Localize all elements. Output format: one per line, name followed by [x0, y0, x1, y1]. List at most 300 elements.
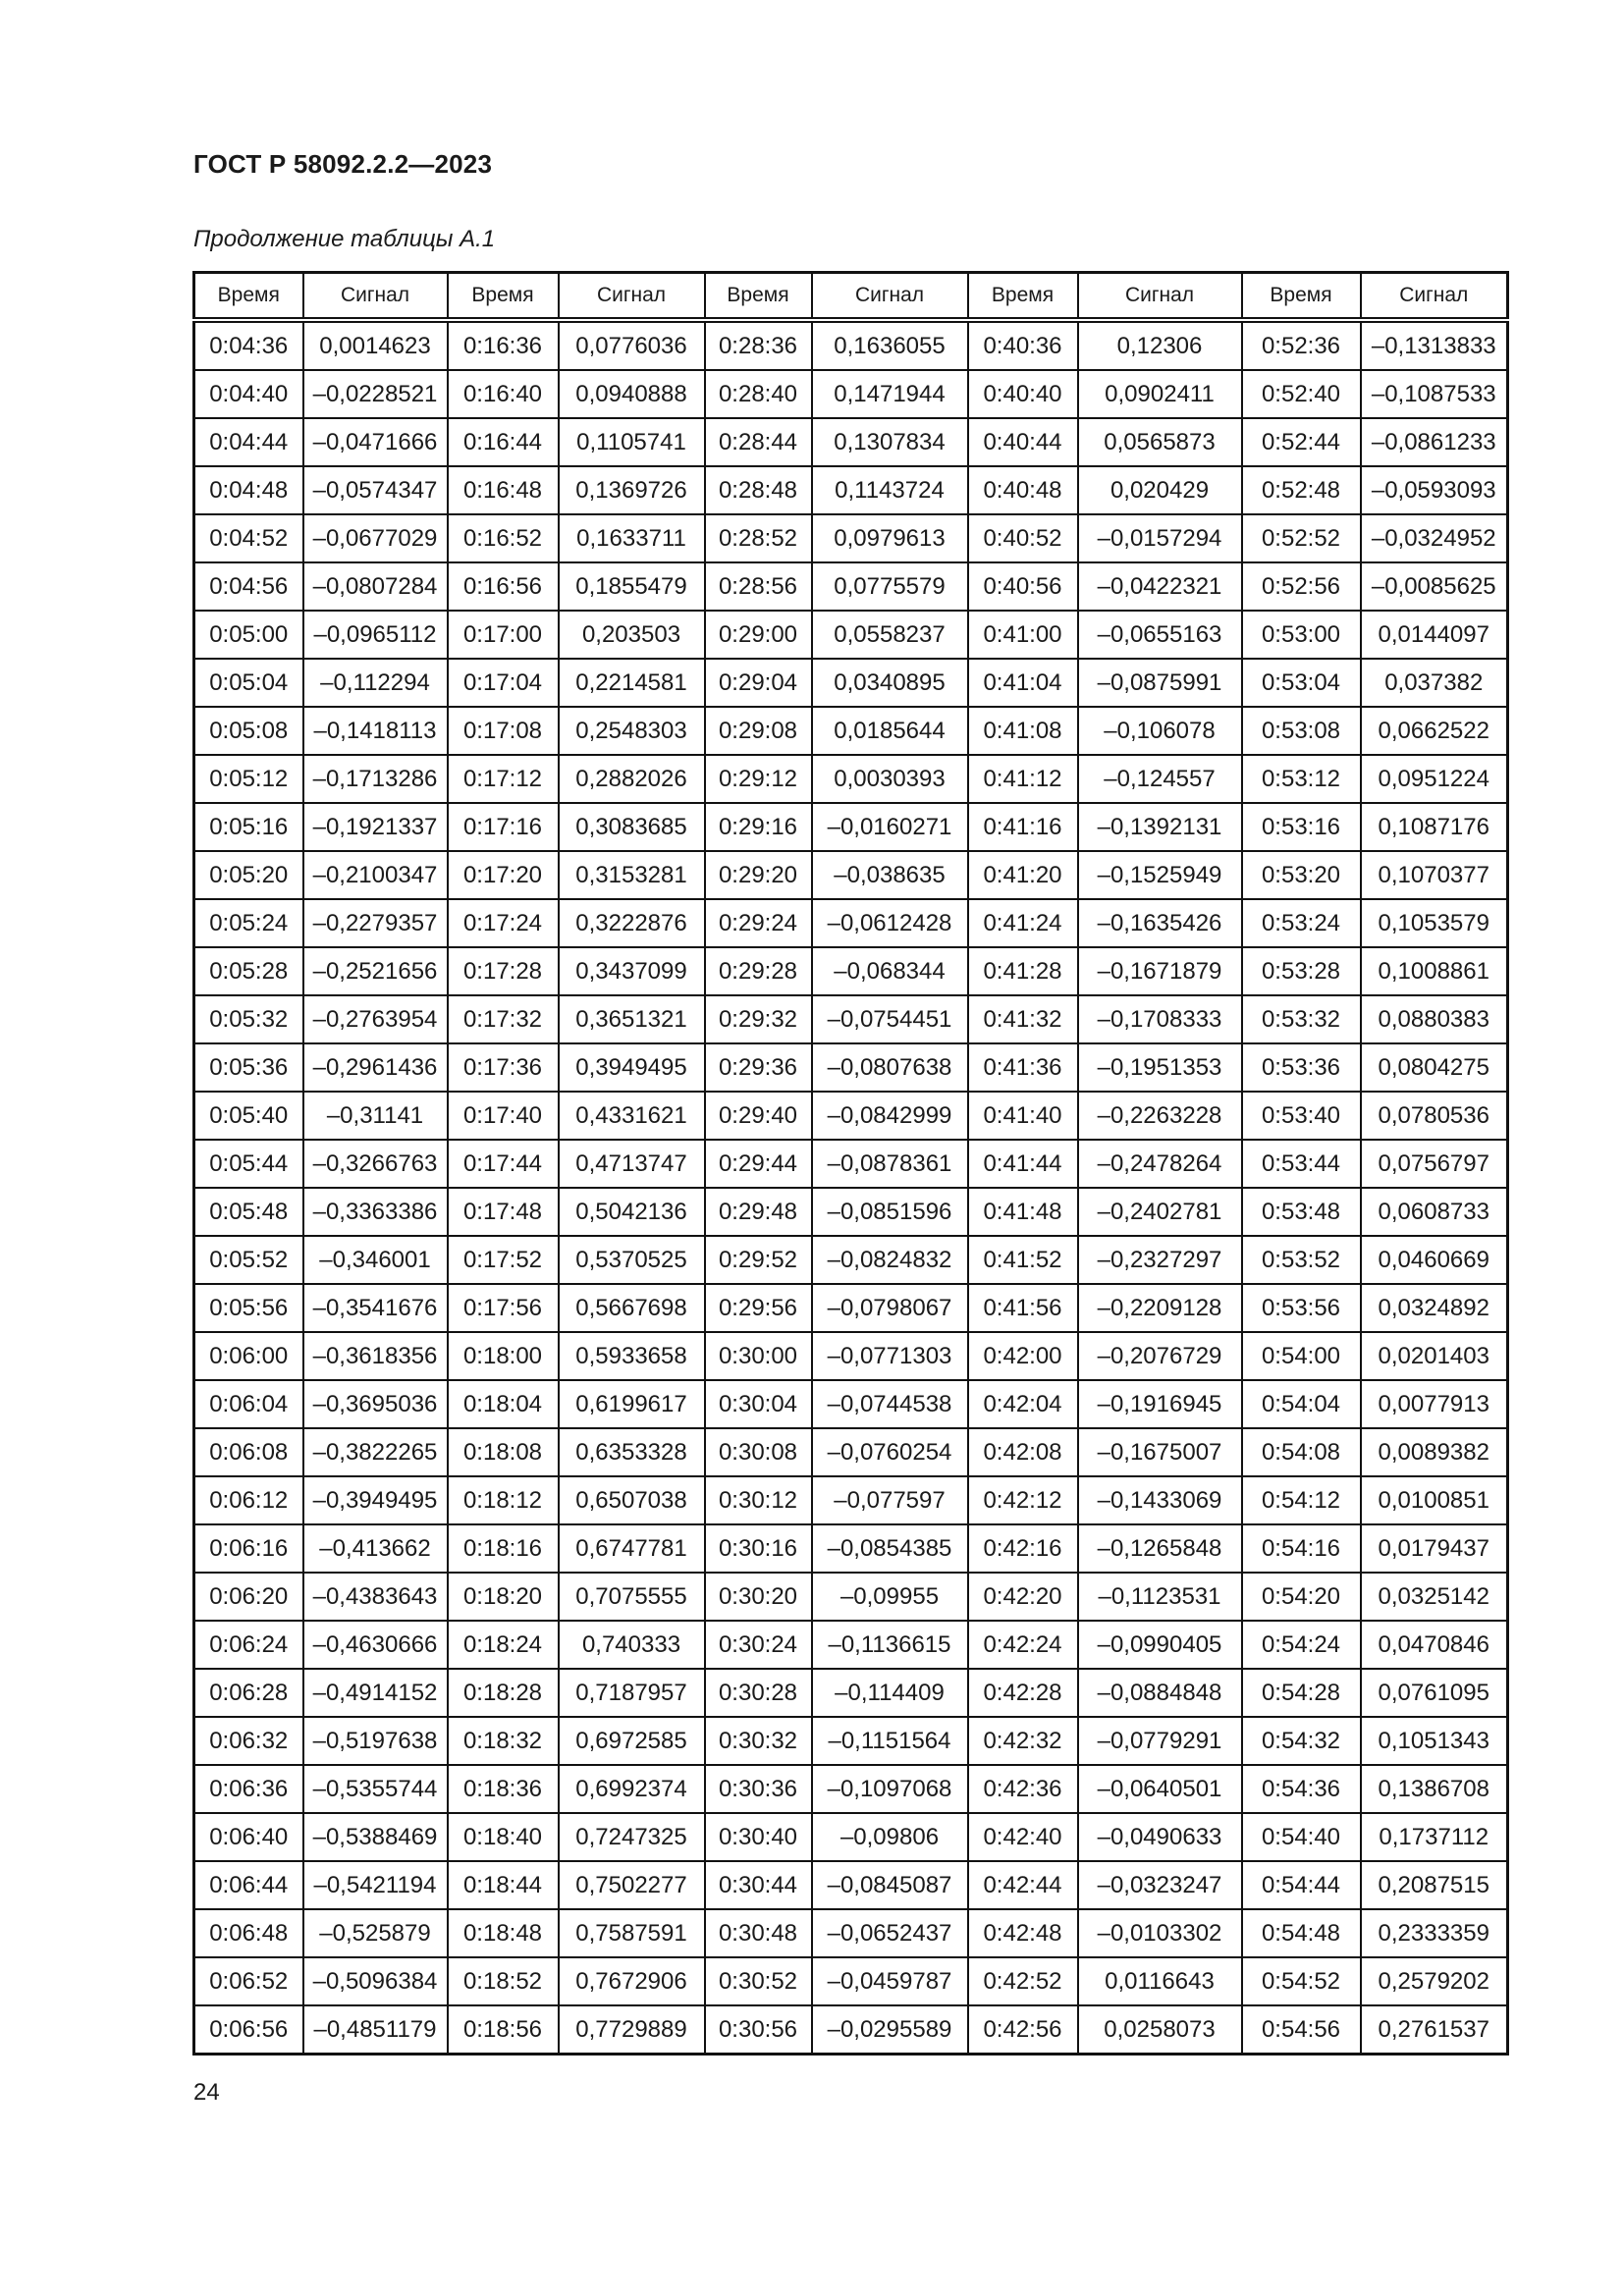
- signal-cell: –0,0228521: [303, 370, 448, 418]
- signal-cell: 0,2761537: [1361, 2005, 1508, 2055]
- time-cell: 0:52:40: [1242, 370, 1361, 418]
- signal-cell: –0,0593093: [1361, 466, 1508, 514]
- column-header-signal: Сигнал: [559, 273, 705, 321]
- time-cell: 0:42:48: [968, 1909, 1078, 1957]
- signal-cell: 0,5370525: [559, 1236, 705, 1284]
- time-cell: 0:17:56: [448, 1284, 559, 1332]
- time-cell: 0:41:48: [968, 1188, 1078, 1236]
- table-row: [194, 1236, 1508, 1284]
- signal-cell: 0,3153281: [559, 851, 705, 899]
- time-cell: 0:17:24: [448, 899, 559, 947]
- time-cell: 0:16:44: [448, 418, 559, 466]
- time-cell: 0:30:52: [705, 1957, 812, 2005]
- signal-cell: –0,2763954: [303, 995, 448, 1043]
- time-cell: 0:06:00: [194, 1332, 303, 1380]
- table-row: [194, 1428, 1508, 1476]
- signal-cell: –0,1433069: [1078, 1476, 1242, 1524]
- time-cell: 0:41:08: [968, 707, 1078, 755]
- signal-cell: –0,3266763: [303, 1140, 448, 1188]
- time-cell: 0:53:28: [1242, 947, 1361, 995]
- time-cell: 0:05:40: [194, 1092, 303, 1140]
- signal-cell: –0,038635: [812, 851, 968, 899]
- signal-cell: –0,106078: [1078, 707, 1242, 755]
- time-cell: 0:29:48: [705, 1188, 812, 1236]
- signal-cell: 0,0761095: [1361, 1669, 1508, 1717]
- time-cell: 0:53:04: [1242, 659, 1361, 707]
- signal-cell: 0,740333: [559, 1621, 705, 1669]
- time-cell: 0:41:12: [968, 755, 1078, 803]
- signal-cell: –0,1265848: [1078, 1524, 1242, 1573]
- time-cell: 0:54:04: [1242, 1380, 1361, 1428]
- signal-cell: –0,0157294: [1078, 514, 1242, 562]
- signal-cell: –0,4851179: [303, 2005, 448, 2055]
- signal-cell: –0,0884848: [1078, 1669, 1242, 1717]
- signal-cell: 0,5933658: [559, 1332, 705, 1380]
- time-cell: 0:40:36: [968, 320, 1078, 370]
- time-cell: 0:30:04: [705, 1380, 812, 1428]
- signal-cell: –0,3363386: [303, 1188, 448, 1236]
- time-cell: 0:16:56: [448, 562, 559, 611]
- column-header-signal: Сигнал: [812, 273, 968, 321]
- time-cell: 0:30:32: [705, 1717, 812, 1765]
- table-row: [194, 947, 1508, 995]
- signal-cell: –0,5421194: [303, 1861, 448, 1909]
- signal-cell: –0,346001: [303, 1236, 448, 1284]
- signal-cell: –0,0861233: [1361, 418, 1508, 466]
- table-row: [194, 1957, 1508, 2005]
- signal-cell: –0,0798067: [812, 1284, 968, 1332]
- signal-cell: 0,2087515: [1361, 1861, 1508, 1909]
- table-row: [194, 370, 1508, 418]
- time-cell: 0:42:28: [968, 1669, 1078, 1717]
- signal-cell: 0,0030393: [812, 755, 968, 803]
- time-cell: 0:17:52: [448, 1236, 559, 1284]
- signal-cell: 0,1051343: [1361, 1717, 1508, 1765]
- signal-cell: –0,0677029: [303, 514, 448, 562]
- signal-cell: 0,7075555: [559, 1573, 705, 1621]
- signal-cell: –0,2478264: [1078, 1140, 1242, 1188]
- time-cell: 0:53:32: [1242, 995, 1361, 1043]
- time-cell: 0:42:44: [968, 1861, 1078, 1909]
- signal-cell: –0,0323247: [1078, 1861, 1242, 1909]
- signal-cell: 0,0014623: [303, 320, 448, 370]
- table-row: [194, 1188, 1508, 1236]
- signal-cell: 0,6507038: [559, 1476, 705, 1524]
- time-cell: 0:05:24: [194, 899, 303, 947]
- time-cell: 0:30:44: [705, 1861, 812, 1909]
- time-cell: 0:06:12: [194, 1476, 303, 1524]
- signal-cell: 0,6199617: [559, 1380, 705, 1428]
- signal-cell: –0,2279357: [303, 899, 448, 947]
- table-row: [194, 851, 1508, 899]
- time-cell: 0:54:28: [1242, 1669, 1361, 1717]
- signal-cell: 0,1105741: [559, 418, 705, 466]
- signal-cell: –0,1635426: [1078, 899, 1242, 947]
- signal-cell: –0,09806: [812, 1813, 968, 1861]
- time-cell: 0:40:52: [968, 514, 1078, 562]
- time-cell: 0:29:16: [705, 803, 812, 851]
- time-cell: 0:53:52: [1242, 1236, 1361, 1284]
- signal-cell: 0,037382: [1361, 659, 1508, 707]
- time-cell: 0:18:48: [448, 1909, 559, 1957]
- time-cell: 0:17:12: [448, 755, 559, 803]
- time-cell: 0:16:52: [448, 514, 559, 562]
- time-cell: 0:53:56: [1242, 1284, 1361, 1332]
- signal-cell: –0,077597: [812, 1476, 968, 1524]
- time-cell: 0:54:08: [1242, 1428, 1361, 1476]
- signal-cell: –0,114409: [812, 1669, 968, 1717]
- time-cell: 0:18:20: [448, 1573, 559, 1621]
- signal-cell: 0,0340895: [812, 659, 968, 707]
- signal-cell: –0,4383643: [303, 1573, 448, 1621]
- time-cell: 0:05:44: [194, 1140, 303, 1188]
- signal-cell: 0,0940888: [559, 370, 705, 418]
- time-cell: 0:18:08: [448, 1428, 559, 1476]
- signal-cell: –0,0085625: [1361, 562, 1508, 611]
- time-cell: 0:05:12: [194, 755, 303, 803]
- table-row: [194, 611, 1508, 659]
- signal-cell: 0,0185644: [812, 707, 968, 755]
- column-header-time: Время: [448, 273, 559, 321]
- time-cell: 0:52:48: [1242, 466, 1361, 514]
- time-cell: 0:54:32: [1242, 1717, 1361, 1765]
- time-cell: 0:40:44: [968, 418, 1078, 466]
- signal-cell: 0,2548303: [559, 707, 705, 755]
- time-cell: 0:30:40: [705, 1813, 812, 1861]
- signal-cell: –0,1123531: [1078, 1573, 1242, 1621]
- time-cell: 0:28:36: [705, 320, 812, 370]
- table-row: [194, 1765, 1508, 1813]
- time-cell: 0:16:36: [448, 320, 559, 370]
- time-cell: 0:42:08: [968, 1428, 1078, 1476]
- time-cell: 0:53:00: [1242, 611, 1361, 659]
- signal-cell: –0,0824832: [812, 1236, 968, 1284]
- time-cell: 0:54:16: [1242, 1524, 1361, 1573]
- time-cell: 0:52:56: [1242, 562, 1361, 611]
- signal-cell: –0,1921337: [303, 803, 448, 851]
- time-cell: 0:04:48: [194, 466, 303, 514]
- table-row: [194, 1380, 1508, 1428]
- signal-cell: –0,2100347: [303, 851, 448, 899]
- signal-cell: –0,2209128: [1078, 1284, 1242, 1332]
- time-cell: 0:29:40: [705, 1092, 812, 1140]
- signal-cell: 0,0324892: [1361, 1284, 1508, 1332]
- table-header-row: [194, 273, 1508, 321]
- time-cell: 0:18:12: [448, 1476, 559, 1524]
- signal-cell: 0,5667698: [559, 1284, 705, 1332]
- time-cell: 0:18:24: [448, 1621, 559, 1669]
- time-cell: 0:05:16: [194, 803, 303, 851]
- signal-cell: 0,3222876: [559, 899, 705, 947]
- time-cell: 0:05:04: [194, 659, 303, 707]
- time-cell: 0:28:52: [705, 514, 812, 562]
- time-cell: 0:05:28: [194, 947, 303, 995]
- time-cell: 0:29:36: [705, 1043, 812, 1092]
- time-cell: 0:29:52: [705, 1236, 812, 1284]
- time-cell: 0:54:44: [1242, 1861, 1361, 1909]
- signal-cell: –0,31141: [303, 1092, 448, 1140]
- signal-cell: 0,1053579: [1361, 899, 1508, 947]
- time-cell: 0:54:12: [1242, 1476, 1361, 1524]
- column-header-time: Время: [1242, 273, 1361, 321]
- signal-cell: 0,0077913: [1361, 1380, 1508, 1428]
- table-caption: Продолжение таблицы А.1: [193, 226, 496, 252]
- signal-cell: –0,3822265: [303, 1428, 448, 1476]
- signal-cell: –0,5197638: [303, 1717, 448, 1765]
- time-cell: 0:04:44: [194, 418, 303, 466]
- time-cell: 0:18:52: [448, 1957, 559, 2005]
- table-row: [194, 1669, 1508, 1717]
- signal-cell: –0,3541676: [303, 1284, 448, 1332]
- signal-cell: –0,112294: [303, 659, 448, 707]
- time-cell: 0:53:16: [1242, 803, 1361, 851]
- signal-cell: –0,2327297: [1078, 1236, 1242, 1284]
- time-cell: 0:54:00: [1242, 1332, 1361, 1380]
- signal-cell: 0,3949495: [559, 1043, 705, 1092]
- time-cell: 0:29:28: [705, 947, 812, 995]
- time-cell: 0:54:20: [1242, 1573, 1361, 1621]
- signal-cell: –0,3949495: [303, 1476, 448, 1524]
- table-row: [194, 1909, 1508, 1957]
- signal-cell: –0,1951353: [1078, 1043, 1242, 1092]
- time-cell: 0:28:48: [705, 466, 812, 514]
- signal-cell: –0,1151564: [812, 1717, 968, 1765]
- time-cell: 0:06:28: [194, 1669, 303, 1717]
- time-cell: 0:42:52: [968, 1957, 1078, 2005]
- signal-cell: 0,1471944: [812, 370, 968, 418]
- signal-cell: 0,1855479: [559, 562, 705, 611]
- time-cell: 0:41:44: [968, 1140, 1078, 1188]
- time-cell: 0:42:04: [968, 1380, 1078, 1428]
- signal-cell: 0,12306: [1078, 320, 1242, 370]
- time-cell: 0:18:40: [448, 1813, 559, 1861]
- signal-cell: –0,0490633: [1078, 1813, 1242, 1861]
- signal-cell: –0,0574347: [303, 466, 448, 514]
- signal-cell: 0,0089382: [1361, 1428, 1508, 1476]
- time-cell: 0:54:24: [1242, 1621, 1361, 1669]
- time-cell: 0:53:24: [1242, 899, 1361, 947]
- time-cell: 0:06:40: [194, 1813, 303, 1861]
- signal-cell: –0,09955: [812, 1573, 968, 1621]
- table-row: [194, 1043, 1508, 1092]
- signal-cell: 0,1636055: [812, 320, 968, 370]
- signal-cell: –0,2263228: [1078, 1092, 1242, 1140]
- time-cell: 0:06:20: [194, 1573, 303, 1621]
- signal-cell: –0,0640501: [1078, 1765, 1242, 1813]
- signal-cell: –0,413662: [303, 1524, 448, 1573]
- signal-cell: 0,3651321: [559, 995, 705, 1043]
- column-header-time: Время: [194, 273, 303, 321]
- signal-cell: 0,6972585: [559, 1717, 705, 1765]
- signal-cell: –0,5388469: [303, 1813, 448, 1861]
- time-cell: 0:06:36: [194, 1765, 303, 1813]
- time-cell: 0:28:56: [705, 562, 812, 611]
- signal-cell: –0,0845087: [812, 1861, 968, 1909]
- signal-cell: –0,2961436: [303, 1043, 448, 1092]
- time-cell: 0:05:48: [194, 1188, 303, 1236]
- signal-cell: 0,5042136: [559, 1188, 705, 1236]
- time-cell: 0:17:08: [448, 707, 559, 755]
- time-cell: 0:17:32: [448, 995, 559, 1043]
- table-row: [194, 899, 1508, 947]
- time-cell: 0:30:36: [705, 1765, 812, 1813]
- signal-cell: –0,1136615: [812, 1621, 968, 1669]
- time-cell: 0:29:32: [705, 995, 812, 1043]
- signal-cell: –0,0422321: [1078, 562, 1242, 611]
- table-row: [194, 418, 1508, 466]
- table-row: [194, 1092, 1508, 1140]
- signal-cell: 0,1008861: [1361, 947, 1508, 995]
- signal-cell: –0,4914152: [303, 1669, 448, 1717]
- time-cell: 0:29:08: [705, 707, 812, 755]
- signal-cell: –0,2402781: [1078, 1188, 1242, 1236]
- time-cell: 0:41:56: [968, 1284, 1078, 1332]
- signal-cell: 0,0116643: [1078, 1957, 1242, 2005]
- table-row: [194, 2005, 1508, 2055]
- time-cell: 0:06:16: [194, 1524, 303, 1573]
- table-row: [194, 1332, 1508, 1380]
- table-row: [194, 803, 1508, 851]
- signal-cell: 0,1070377: [1361, 851, 1508, 899]
- time-cell: 0:04:40: [194, 370, 303, 418]
- table-row: [194, 1861, 1508, 1909]
- time-cell: 0:40:48: [968, 466, 1078, 514]
- signal-cell: –0,1713286: [303, 755, 448, 803]
- column-header-time: Время: [705, 273, 812, 321]
- signal-cell: –0,5096384: [303, 1957, 448, 2005]
- time-cell: 0:41:16: [968, 803, 1078, 851]
- time-cell: 0:04:56: [194, 562, 303, 611]
- time-cell: 0:42:36: [968, 1765, 1078, 1813]
- signal-cell: 0,0565873: [1078, 418, 1242, 466]
- signal-cell: 0,7672906: [559, 1957, 705, 2005]
- table-row: [194, 1717, 1508, 1765]
- signal-cell: 0,2333359: [1361, 1909, 1508, 1957]
- signal-cell: –0,4630666: [303, 1621, 448, 1669]
- table-row: [194, 1284, 1508, 1332]
- signal-cell: –0,2521656: [303, 947, 448, 995]
- signal-cell: –0,0854385: [812, 1524, 968, 1573]
- signal-cell: –0,1708333: [1078, 995, 1242, 1043]
- signal-cell: 0,0325142: [1361, 1573, 1508, 1621]
- signal-cell: –0,0842999: [812, 1092, 968, 1140]
- signal-cell: 0,0775579: [812, 562, 968, 611]
- time-cell: 0:53:20: [1242, 851, 1361, 899]
- time-cell: 0:18:44: [448, 1861, 559, 1909]
- time-cell: 0:18:00: [448, 1332, 559, 1380]
- time-cell: 0:54:36: [1242, 1765, 1361, 1813]
- signal-cell: –0,0851596: [812, 1188, 968, 1236]
- time-cell: 0:29:12: [705, 755, 812, 803]
- time-cell: 0:30:24: [705, 1621, 812, 1669]
- time-cell: 0:28:44: [705, 418, 812, 466]
- time-cell: 0:41:24: [968, 899, 1078, 947]
- signal-cell: –0,3618356: [303, 1332, 448, 1380]
- signal-cell: –0,068344: [812, 947, 968, 995]
- column-header-signal: Сигнал: [303, 273, 448, 321]
- signal-cell: 0,7187957: [559, 1669, 705, 1717]
- time-cell: 0:30:16: [705, 1524, 812, 1573]
- signal-cell: 0,7729889: [559, 2005, 705, 2055]
- time-cell: 0:06:52: [194, 1957, 303, 2005]
- signal-cell: 0,4331621: [559, 1092, 705, 1140]
- signal-cell: 0,2579202: [1361, 1957, 1508, 2005]
- signal-cell: 0,1386708: [1361, 1765, 1508, 1813]
- time-cell: 0:54:40: [1242, 1813, 1361, 1861]
- signal-cell: 0,0460669: [1361, 1236, 1508, 1284]
- time-cell: 0:52:44: [1242, 418, 1361, 466]
- time-cell: 0:29:04: [705, 659, 812, 707]
- signal-cell: 0,3083685: [559, 803, 705, 851]
- signal-cell: –0,0471666: [303, 418, 448, 466]
- time-cell: 0:52:52: [1242, 514, 1361, 562]
- signal-cell: 0,0100851: [1361, 1476, 1508, 1524]
- signal-cell: 0,7587591: [559, 1909, 705, 1957]
- time-cell: 0:05:00: [194, 611, 303, 659]
- signal-cell: 0,0144097: [1361, 611, 1508, 659]
- time-cell: 0:17:48: [448, 1188, 559, 1236]
- time-cell: 0:17:00: [448, 611, 559, 659]
- signal-cell: –0,0990405: [1078, 1621, 1242, 1669]
- signal-cell: 0,0662522: [1361, 707, 1508, 755]
- table-row: [194, 1524, 1508, 1573]
- signal-cell: 0,0258073: [1078, 2005, 1242, 2055]
- table-row: [194, 1573, 1508, 1621]
- time-cell: 0:05:08: [194, 707, 303, 755]
- time-cell: 0:29:56: [705, 1284, 812, 1332]
- time-cell: 0:17:28: [448, 947, 559, 995]
- signal-cell: –0,3695036: [303, 1380, 448, 1428]
- time-cell: 0:42:00: [968, 1332, 1078, 1380]
- time-cell: 0:41:52: [968, 1236, 1078, 1284]
- signal-cell: –0,0807284: [303, 562, 448, 611]
- time-cell: 0:29:44: [705, 1140, 812, 1188]
- signal-cell: –0,0807638: [812, 1043, 968, 1092]
- time-cell: 0:16:40: [448, 370, 559, 418]
- signal-cell: 0,2214581: [559, 659, 705, 707]
- time-cell: 0:05:32: [194, 995, 303, 1043]
- column-header-time: Время: [968, 273, 1078, 321]
- time-cell: 0:42:12: [968, 1476, 1078, 1524]
- time-cell: 0:05:56: [194, 1284, 303, 1332]
- column-header-signal: Сигнал: [1078, 273, 1242, 321]
- signal-cell: –0,1675007: [1078, 1428, 1242, 1476]
- time-cell: 0:05:52: [194, 1236, 303, 1284]
- time-cell: 0:42:24: [968, 1621, 1078, 1669]
- time-cell: 0:06:04: [194, 1380, 303, 1428]
- signal-cell: –0,1418113: [303, 707, 448, 755]
- table-row: [194, 707, 1508, 755]
- signal-cell: 0,0179437: [1361, 1524, 1508, 1573]
- signal-cell: 0,0756797: [1361, 1140, 1508, 1188]
- signal-cell: –0,0744538: [812, 1380, 968, 1428]
- signal-cell: –0,0779291: [1078, 1717, 1242, 1765]
- signal-cell: –0,5355744: [303, 1765, 448, 1813]
- table-row: [194, 514, 1508, 562]
- time-cell: 0:06:56: [194, 2005, 303, 2055]
- signal-cell: –0,0324952: [1361, 514, 1508, 562]
- time-cell: 0:30:08: [705, 1428, 812, 1476]
- table-row: [194, 1476, 1508, 1524]
- signal-cell: –0,0754451: [812, 995, 968, 1043]
- signal-cell: –0,0875991: [1078, 659, 1242, 707]
- signal-cell: –0,0103302: [1078, 1909, 1242, 1957]
- signal-cell: 0,2882026: [559, 755, 705, 803]
- signal-cell: –0,525879: [303, 1909, 448, 1957]
- time-cell: 0:41:40: [968, 1092, 1078, 1140]
- table-row: [194, 1813, 1508, 1861]
- time-cell: 0:42:16: [968, 1524, 1078, 1573]
